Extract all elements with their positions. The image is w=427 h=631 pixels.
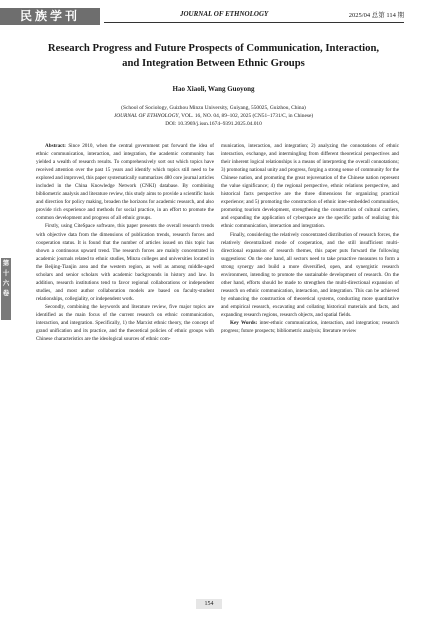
journal-name: JOURNAL OF ETHNOLOGY <box>180 10 269 18</box>
body-paragraph-3: Finally, considering the relatively concentrated distribution of research forces, the relatively decentralized mode of cooperation, and the still insufficient multi-directional expansion of research themes, this paper puts forward the following suggestions: On the one hand, all sectors need to take proactive measures to form a strong synergy and build a more diversified, open, and synergistic research environment, intending to promote the sustainable development of research. On the other hand, efforts should be made to strengthen the multi-directional expansion of research on ethnic communication, interaction, and integration. This can be achieved by enhancing the construction of theoretical systems, conducting more quantitative and empirical research, excavating and collating historical materials and facts, and expanding research regions, research objects, and spatial fields. <box>221 231 399 318</box>
journal-reference-details: , VOL. 16, NO. 04, 89–102, 2025 (CN51–1731/C, in Chinese) <box>178 113 314 120</box>
journal-reference-name: JOURNAL OF ETHNOLOGY <box>113 113 179 120</box>
journal-reference <box>40 112 387 120</box>
body-paragraph-1: Firstly, using CiteSpace software, this paper presents the overall research trends with objective data from the dimensions of publication trends, research forces and cooperation status. It is found that the number of articles issued on this topic has shown a continuous upward trend. The research forces are mainly concentrated in academic journals related to ethnic studies, Minzu colleges and universities located in the Beijing-Tianjin area and the western region, as well as among middle-aged scholars and senior scholars with academic backgrounds in history and law. In addition, research institutions tend to favor regional collaborations or independent studies, and most author collaboration models are based on faculty-student relationships, collegiality, or independent work. <box>36 223 214 302</box>
body-paragraph-2-part-1: Secondly, combining the keywords and literature review, five major topics are identified as the main focus of the current research on ethnic communication, interaction, and integration. Specifically, 1) the Marxist ethnic theory, the concept of grand unification and its practice, and the theoretical policies of ethnic groups with Chinese characteristics are the ideological sources of ethnic com- <box>36 303 214 343</box>
journal-logo: 民族学刊 <box>0 8 100 25</box>
keywords-paragraph <box>221 319 399 335</box>
page-number: 154 <box>196 599 222 609</box>
header-divider <box>104 22 404 23</box>
article-authors: Hao Xiaoli, Wang Guoyong <box>172 85 255 93</box>
article-meta <box>40 104 387 129</box>
text-column-left <box>36 142 214 343</box>
keywords-label: Key Words: <box>230 320 258 327</box>
text-column-right <box>221 142 399 335</box>
keywords-text: inter-ethnic communication, interaction, and integration; research progress; future prospects; bibliometric analysis; literature review <box>221 320 399 335</box>
running-header <box>0 8 427 25</box>
volume-side-label: 第十六卷 <box>1 258 11 320</box>
body-paragraph-2-part-2: munication, interaction, and integration; 2) analyzing the connotations of ethnic interaction, exchange, and intermingling from different theoretical perspectives and their inherent logical relationships is a means of interpreting the overall connotations; 3) promoting national unity and progress, forging a strong sense of community for the Chinese nation, and promoting the great rejuvenation of the Chinese nation represent the value significance; 4) the regional perspective, ethnic relations perspective, and historical facts perspective are the three dimensions for organizing practical experience; and 5) promoting the construction of ethnic inter-embedded communities, promoting tourism development, strengthening the construction of cultural carriers, and expanding the application of cyberspace are the specific paths of realizing this ethnic communication, interaction and integration. <box>221 143 399 230</box>
article-doi: DOI: 10.3969/j.issn.1674–9391.2025.04.010 <box>165 121 262 128</box>
abstract-label: Abstract: <box>45 143 66 149</box>
issue-info: 2025/04 总第 114 期 <box>348 12 404 19</box>
author-affiliation: (School of Sociology, Guizhou Minzu University, Guiyang, 550025, Guizhou, China) <box>121 105 306 111</box>
article-title: Research Progress and Future Prospects of Communication, Interaction, and Integration Between Ethnic Groups <box>47 42 380 69</box>
abstract-paragraph <box>36 142 214 222</box>
abstract-text: Since 2010, when the central government put forward the idea of ethnic communication, interaction, and integration, the academic community has yielded a wealth of research results. To comprehensively sort out which topics have received attention over the past 15 years and identify which topics still need to be explored and improved, this paper systematically summarizes 480 core journal articles included in the China Knowledge Network (CNKI) database. By combining bibliometric analysis and literature review, this study aims to provide a scientific basis and direction for policy making, broaden the horizons for academic research, and also provide rich experience and methods for social practice, in an effort to promote the common development and progress of all ethnic groups. <box>36 143 215 222</box>
